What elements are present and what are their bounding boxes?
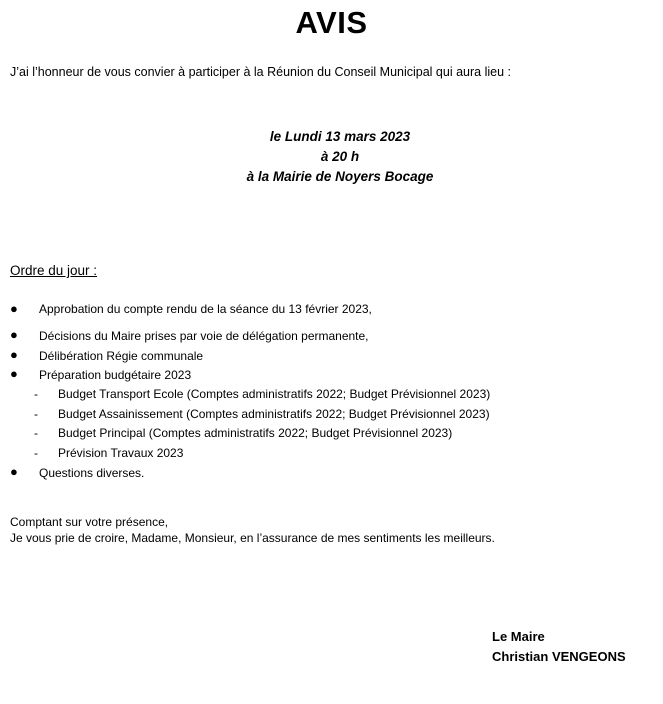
closing-line: Je vous prie de croire, Madame, Monsieur, en l’assurance de mes sentiments les meilleurs.: [10, 531, 495, 545]
signature-block: [492, 627, 626, 667]
bullet-icon: ●: [10, 366, 18, 381]
meeting-place: à la Mairie de Noyers Bocage: [246, 169, 434, 184]
agenda-subitem: Prévision Travaux 2023: [58, 446, 184, 460]
closing-line: Comptant sur votre présence,: [10, 515, 169, 529]
signature-name: Christian VENGEONS: [492, 649, 626, 664]
agenda-subitem: Budget Transport Ecole (Comptes administratifs 2022; Budget Prévisionnel 2023): [58, 387, 491, 401]
dash-icon: -: [34, 446, 38, 460]
intro-text: J’ai l’honneur de vous convier à participer à la Réunion du Conseil Municipal qui aura lieu :: [10, 65, 511, 79]
signature-role: Le Maire: [492, 629, 545, 644]
agenda-item: Approbation du compte rendu de la séance du 13 février 2023,: [39, 302, 372, 316]
agenda-item: Questions diverses.: [39, 466, 145, 480]
document-title: AVIS: [295, 5, 368, 40]
dash-icon: -: [34, 407, 38, 421]
agenda-item: Décisions du Maire prises par voie de délégation permanente,: [39, 329, 369, 343]
agenda-item: Préparation budgétaire 2023: [39, 368, 192, 382]
closing-text: [10, 514, 495, 546]
bullet-icon: ●: [10, 301, 18, 316]
agenda-subitem: Budget Assainissement (Comptes administratifs 2022; Budget Prévisionnel 2023): [58, 407, 490, 421]
bullet-icon: ●: [10, 464, 18, 479]
agenda-item: Délibération Régie communale: [39, 349, 204, 363]
agenda-subitem: Budget Principal (Comptes administratifs 2022; Budget Prévisionnel 2023): [58, 426, 453, 440]
bullet-icon: ●: [10, 347, 18, 362]
dash-icon: -: [34, 426, 38, 440]
bullet-icon: ●: [10, 327, 18, 342]
dash-icon: -: [34, 387, 38, 401]
agenda-heading: Ordre du jour :: [10, 263, 98, 278]
meeting-date: le Lundi 13 mars 2023: [269, 129, 411, 144]
meeting-time: à 20 h: [320, 149, 360, 164]
meeting-details: [0, 127, 663, 187]
